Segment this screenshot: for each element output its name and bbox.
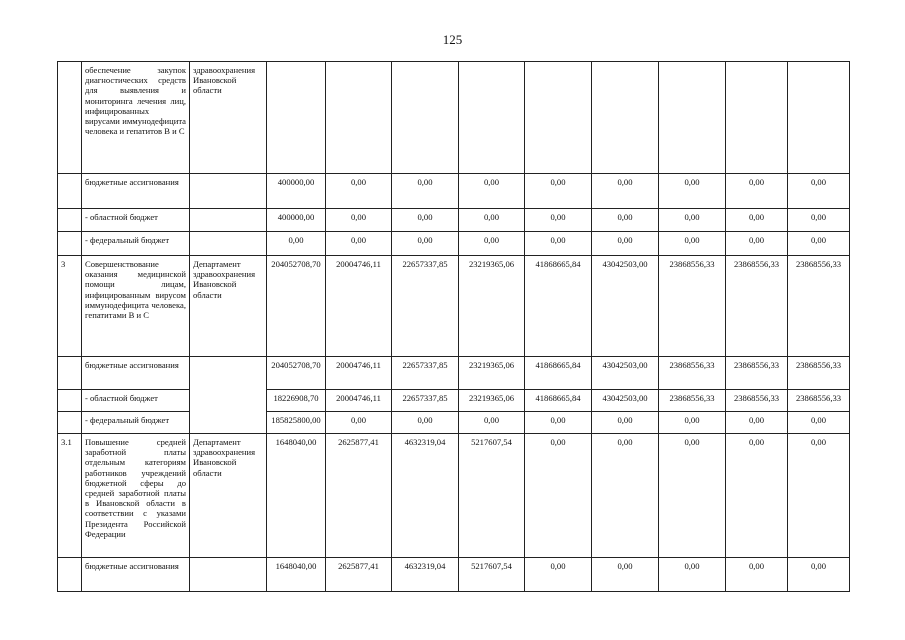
value-cell: 0,00	[459, 174, 525, 209]
row-number: 3	[58, 256, 82, 357]
page-number: 125	[442, 32, 463, 47]
value-cell: 0,00	[592, 412, 659, 434]
value-cell: 43042503,00	[592, 390, 659, 412]
value-cell: 23868556,33	[659, 256, 726, 357]
value-cell: 43042503,00	[592, 357, 659, 390]
row-name: - областной бюджет	[82, 209, 190, 232]
row-executor: Департамент здравоохранения Ивановской области	[190, 434, 267, 558]
value-cell: 0,00	[392, 412, 459, 434]
value-cell: 0,00	[659, 174, 726, 209]
value-cell: 0,00	[525, 232, 592, 256]
row-name: Повышение средней заработной платы отдельным категориям работников учреждений бюджетной сферы до средней заработной платы в Ивановской области в соответствии с указами Президента Российской Федерации	[82, 434, 190, 558]
value-cell: 18226908,70	[267, 390, 326, 412]
value-cell	[525, 62, 592, 174]
value-cell: 20004746,11	[326, 357, 392, 390]
value-cell: 20004746,11	[326, 256, 392, 357]
value-cell: 23219365,06	[459, 390, 525, 412]
value-cell: 0,00	[726, 558, 788, 592]
value-cell: 22657337,85	[392, 390, 459, 412]
value-cell: 23868556,33	[726, 256, 788, 357]
value-cell: 2625877,41	[326, 434, 392, 558]
row-number	[58, 174, 82, 209]
value-cell: 204052708,70	[267, 256, 326, 357]
value-cell: 5217607,54	[459, 434, 525, 558]
table-row	[58, 232, 850, 256]
value-cell: 0,00	[459, 209, 525, 232]
value-cell	[659, 62, 726, 174]
value-cell: 0,00	[392, 209, 459, 232]
row-name: Совершенствование оказания медицинской помощи лицам, инфицированным вирусом иммунодефицита человека, гепатитами В и С	[82, 256, 190, 357]
value-cell: 23868556,33	[788, 357, 850, 390]
row-name: - федеральный бюджет	[82, 412, 190, 434]
value-cell: 41868665,84	[525, 256, 592, 357]
value-cell: 0,00	[592, 558, 659, 592]
value-cell: 23868556,33	[659, 357, 726, 390]
value-cell: 0,00	[459, 412, 525, 434]
value-cell: 0,00	[726, 434, 788, 558]
row-number	[58, 62, 82, 174]
table-row	[58, 357, 850, 390]
value-cell: 41868665,84	[525, 357, 592, 390]
value-cell: 0,00	[525, 412, 592, 434]
value-cell: 5217607,54	[459, 558, 525, 592]
value-cell: 4632319,04	[392, 558, 459, 592]
value-cell: 0,00	[525, 174, 592, 209]
value-cell: 0,00	[726, 412, 788, 434]
value-cell: 23868556,33	[788, 256, 850, 357]
value-cell: 43042503,00	[592, 256, 659, 357]
table-row	[58, 256, 850, 357]
table-row	[58, 174, 850, 209]
row-number	[58, 232, 82, 256]
value-cell: 0,00	[788, 209, 850, 232]
value-cell: 23868556,33	[788, 390, 850, 412]
row-executor	[190, 232, 267, 256]
value-cell: 0,00	[726, 232, 788, 256]
value-cell: 23868556,33	[726, 390, 788, 412]
value-cell: 1648040,00	[267, 434, 326, 558]
row-name: - федеральный бюджет	[82, 232, 190, 256]
row-executor	[190, 357, 267, 434]
row-name: бюджетные ассигнования	[82, 174, 190, 209]
value-cell: 400000,00	[267, 209, 326, 232]
table-row	[58, 390, 850, 412]
value-cell: 0,00	[326, 232, 392, 256]
value-cell: 4632319,04	[392, 434, 459, 558]
value-cell: 0,00	[659, 434, 726, 558]
value-cell	[788, 62, 850, 174]
row-number	[58, 357, 82, 390]
value-cell: 0,00	[326, 412, 392, 434]
value-cell: 0,00	[525, 434, 592, 558]
value-cell: 1648040,00	[267, 558, 326, 592]
value-cell: 0,00	[659, 232, 726, 256]
value-cell	[267, 62, 326, 174]
value-cell	[326, 62, 392, 174]
row-name: бюджетные ассигнования	[82, 357, 190, 390]
value-cell	[592, 62, 659, 174]
value-cell: 185825800,00	[267, 412, 326, 434]
value-cell: 0,00	[659, 412, 726, 434]
value-cell: 0,00	[788, 434, 850, 558]
row-name: бюджетные ассигнования	[82, 558, 190, 592]
row-executor	[190, 558, 267, 592]
value-cell: 0,00	[592, 434, 659, 558]
table-row	[58, 209, 850, 232]
budget-table	[57, 61, 850, 592]
value-cell	[726, 62, 788, 174]
value-cell: 0,00	[326, 209, 392, 232]
value-cell: 23219365,06	[459, 357, 525, 390]
value-cell: 0,00	[392, 232, 459, 256]
value-cell: 0,00	[267, 232, 326, 256]
value-cell: 0,00	[592, 174, 659, 209]
row-number	[58, 390, 82, 412]
value-cell	[459, 62, 525, 174]
row-number: 3.1	[58, 434, 82, 558]
value-cell: 204052708,70	[267, 357, 326, 390]
value-cell: 23868556,33	[726, 357, 788, 390]
value-cell: 23219365,06	[459, 256, 525, 357]
row-executor	[190, 209, 267, 232]
value-cell	[392, 62, 459, 174]
value-cell: 0,00	[525, 209, 592, 232]
table-row	[58, 434, 850, 558]
value-cell: 0,00	[788, 558, 850, 592]
value-cell: 22657337,85	[392, 256, 459, 357]
table-row	[58, 412, 850, 434]
table-row	[58, 62, 850, 174]
row-number	[58, 412, 82, 434]
value-cell: 400000,00	[267, 174, 326, 209]
row-number	[58, 209, 82, 232]
value-cell: 0,00	[659, 558, 726, 592]
value-cell: 0,00	[326, 174, 392, 209]
value-cell: 0,00	[592, 209, 659, 232]
row-number	[58, 558, 82, 592]
row-name: обеспечение закупок диагностических средств для выявления и мониторинга лечения лиц, инфицированных вирусами иммунодефицита человека и гепатитов В и С	[82, 62, 190, 174]
value-cell: 23868556,33	[659, 390, 726, 412]
value-cell: 0,00	[726, 174, 788, 209]
value-cell: 0,00	[788, 174, 850, 209]
value-cell: 0,00	[592, 232, 659, 256]
value-cell: 41868665,84	[525, 390, 592, 412]
value-cell: 0,00	[726, 209, 788, 232]
value-cell: 0,00	[788, 232, 850, 256]
table-row	[58, 558, 850, 592]
value-cell: 0,00	[659, 209, 726, 232]
value-cell: 0,00	[525, 558, 592, 592]
row-executor	[190, 174, 267, 209]
value-cell: 20004746,11	[326, 390, 392, 412]
row-executor: Департамент здравоохранения Ивановской области	[190, 256, 267, 357]
value-cell: 2625877,41	[326, 558, 392, 592]
value-cell: 0,00	[459, 232, 525, 256]
row-executor: здравоохранения Ивановской области	[190, 62, 267, 174]
value-cell: 0,00	[788, 412, 850, 434]
value-cell: 0,00	[392, 174, 459, 209]
row-name: - областной бюджет	[82, 390, 190, 412]
value-cell: 22657337,85	[392, 357, 459, 390]
